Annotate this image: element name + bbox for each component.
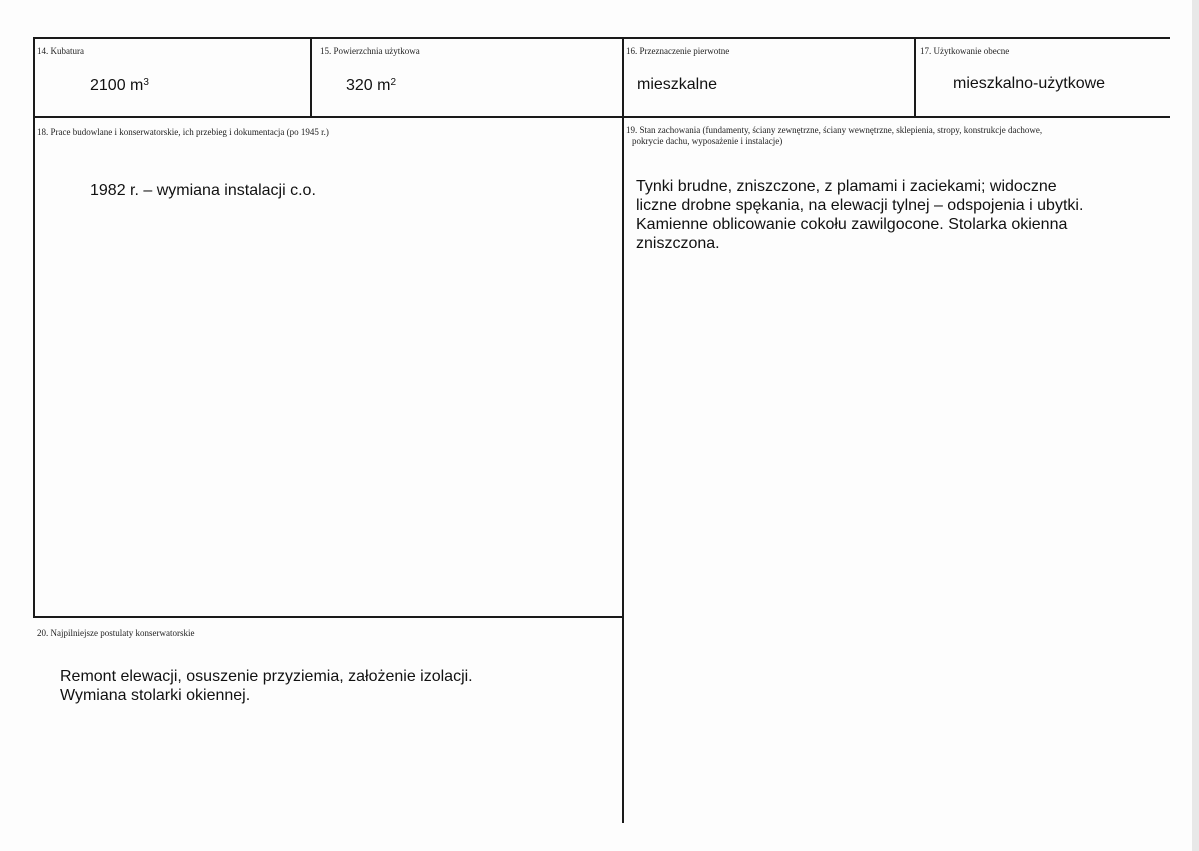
- row1-divider: [33, 116, 1170, 118]
- field18-value: 1982 r. – wymiana instalacji c.o.: [90, 182, 316, 199]
- field15-number: 320 m: [346, 77, 391, 94]
- field16-value: mieszkalne: [637, 76, 718, 93]
- field14-value: [90, 76, 149, 95]
- row2-divider: [33, 616, 624, 618]
- field15-value: [346, 76, 396, 95]
- field17-value: mieszkalno-użytkowe: [953, 75, 1106, 92]
- divider-16-17: [914, 37, 916, 118]
- field19-label-line1: 19. Stan zachowania (fundamenty, ściany zewnętrzne, ściany wewnętrzne, sklepienia, stropy, konstrukcje dachowe,: [626, 125, 1043, 135]
- divider-14-15: [310, 37, 312, 118]
- field16-label: 16. Przeznaczenie pierwotne: [626, 46, 730, 56]
- field20-value: Remont elewacji, osuszenie przyziemia, założenie izolacji. Wymiana stolarki okiennej.: [60, 668, 473, 704]
- field19-value: Tynki brudne, zniszczone, z plamami i zaciekami; widoczne liczne drobne spękania, na elewacji tylnej – odspojenia i ubytki. Kamienne oblicowanie cokołu zawilgocone. Stolarka okienna zniszczona.: [636, 178, 1084, 252]
- field20-label: 20. Najpilniejsze postulaty konserwatorskie: [37, 628, 195, 638]
- top-border: [33, 37, 1170, 39]
- field14-unit-exponent: 3: [143, 77, 149, 88]
- field14-number: 2100 m: [90, 77, 144, 94]
- field19-label: [626, 125, 1042, 147]
- field14-label: 14. Kubatura: [37, 46, 84, 56]
- scan-edge: [1192, 0, 1199, 851]
- left-border: [33, 37, 35, 618]
- field17-label: 17. Użytkowanie obecne: [920, 46, 1010, 56]
- field19-label-line2: pokrycie dachu, wyposażenie i instalacje): [632, 136, 783, 146]
- field18-label: 18. Prace budowlane i konserwatorskie, ich przebieg i dokumentacja (po 1945 r.): [37, 127, 329, 137]
- field15-label: 15. Powierzchnia użytkowa: [320, 46, 420, 56]
- center-divider: [622, 37, 624, 823]
- field15-unit-exponent: 2: [390, 77, 397, 88]
